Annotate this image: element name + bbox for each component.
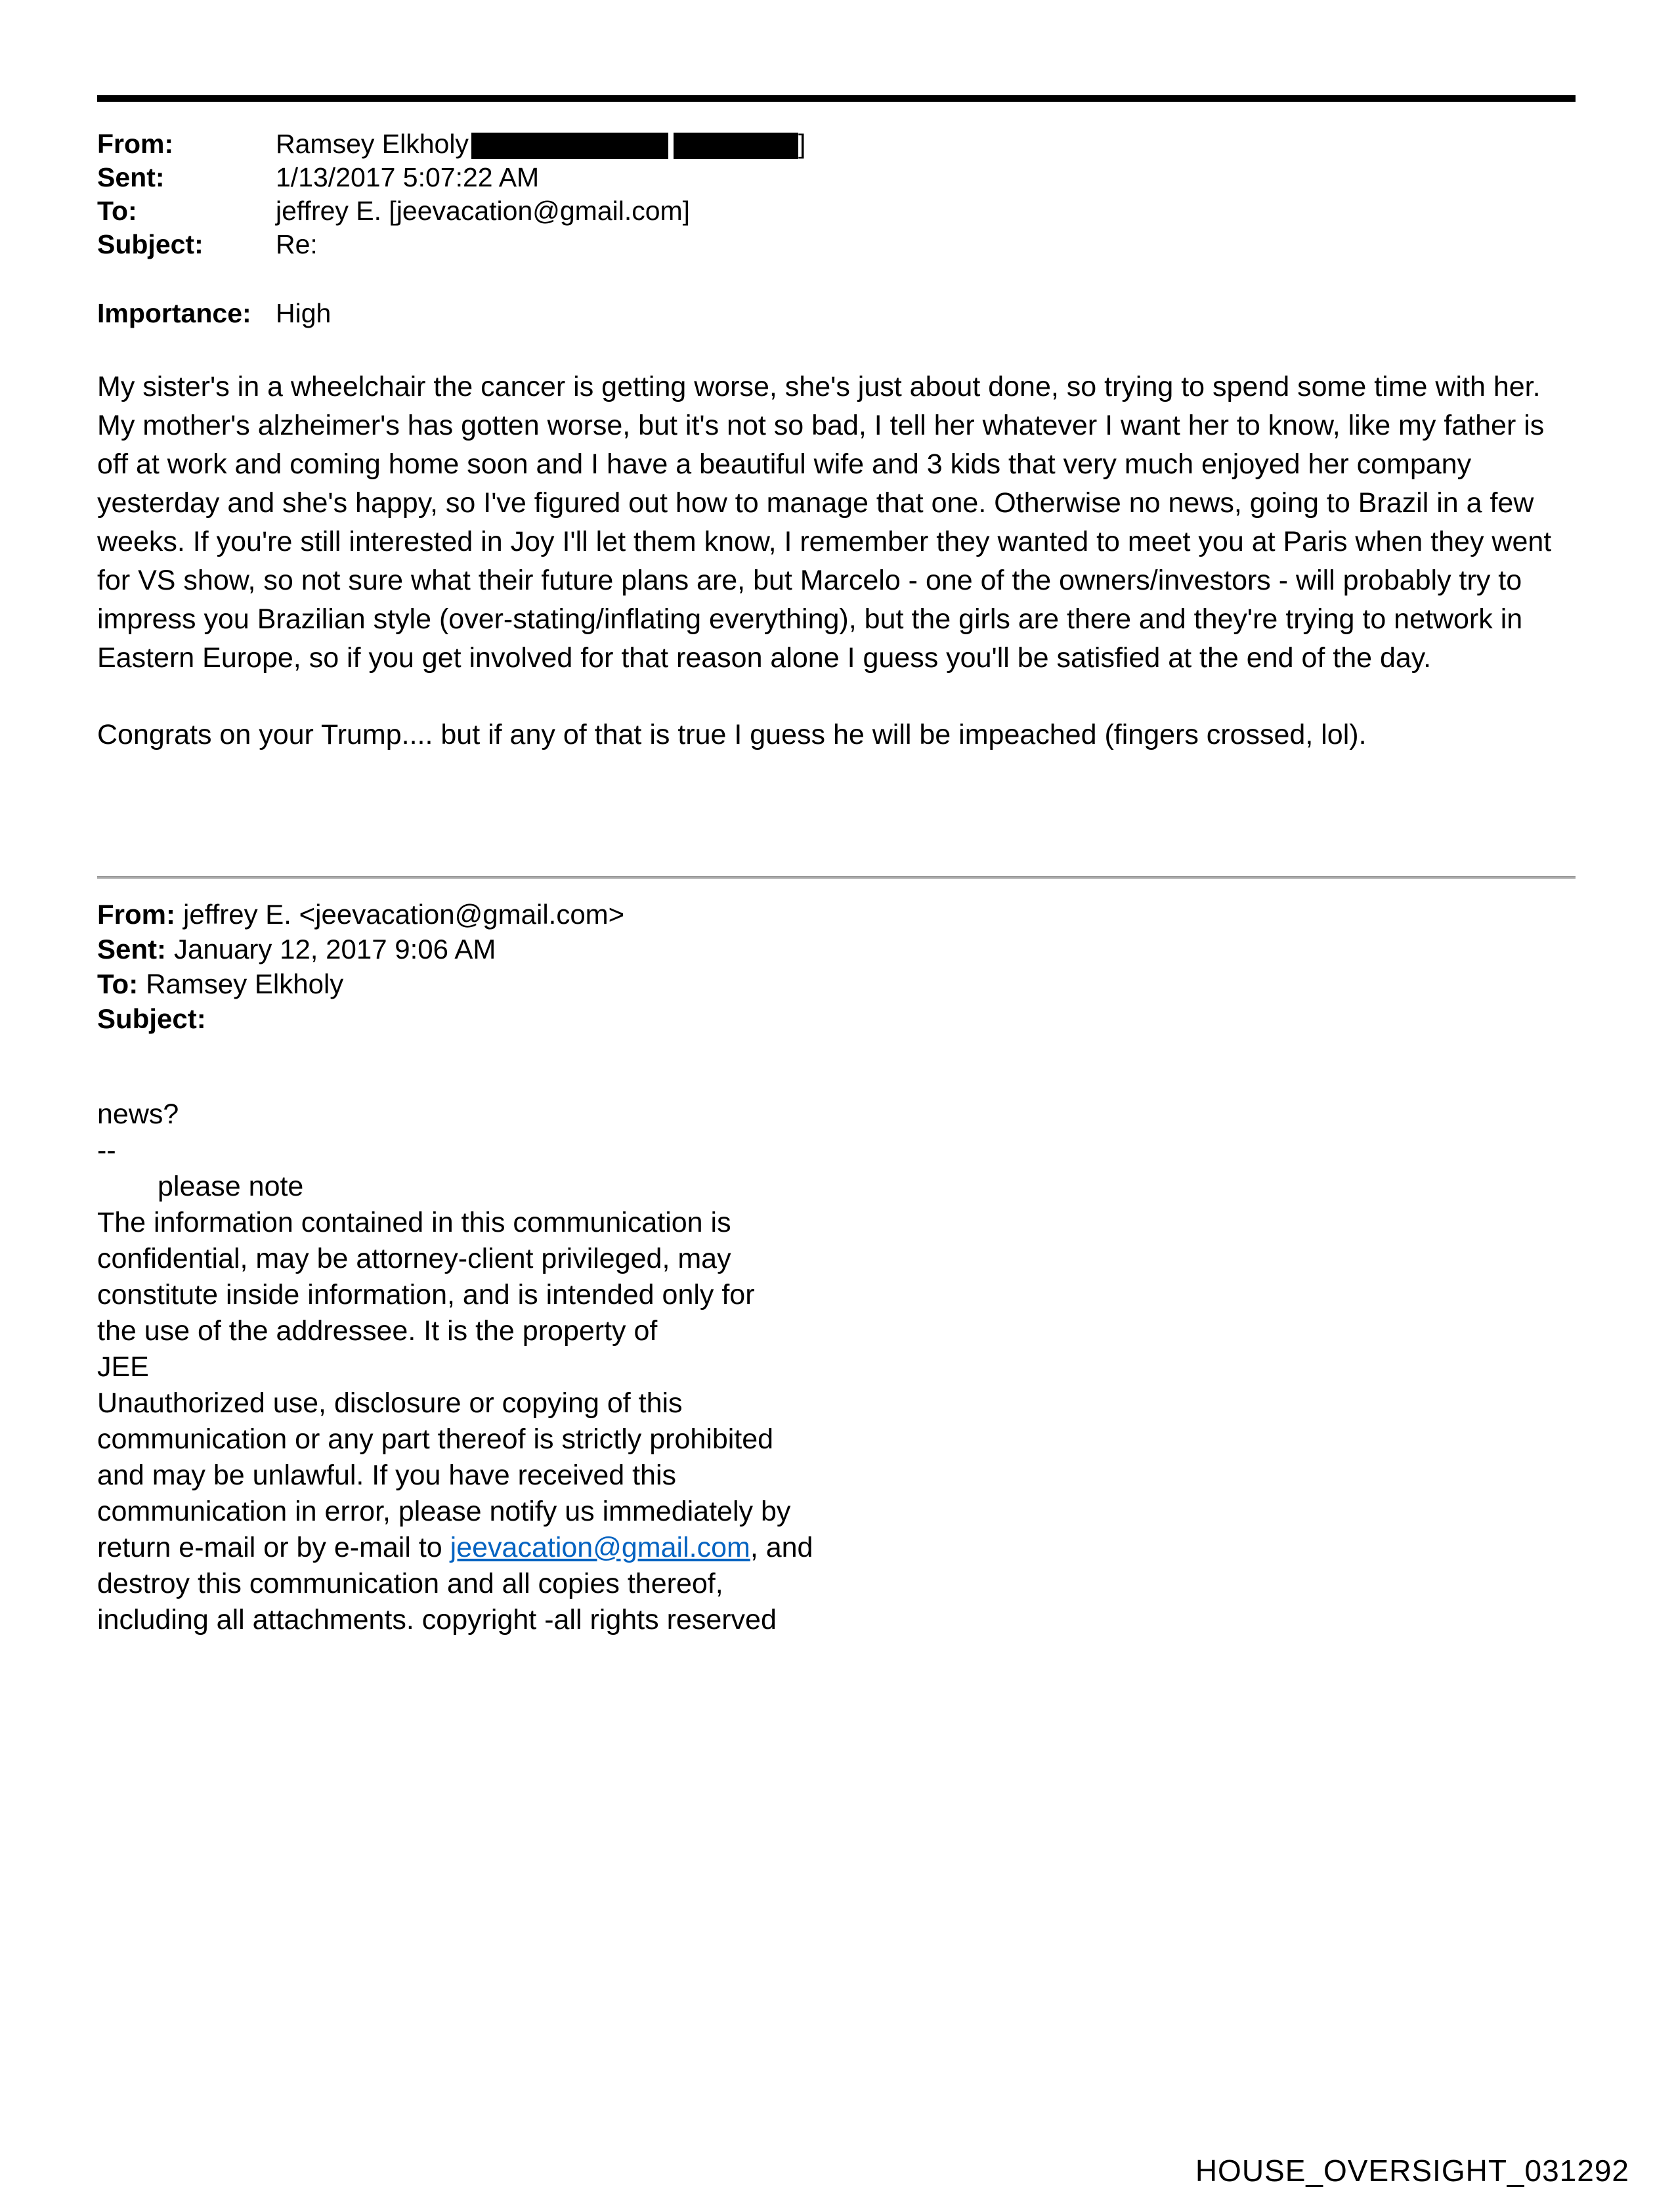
email1-header <box>97 127 805 261</box>
email2-from-value: jeffrey E. <jeevacation@gmail.com> <box>183 899 625 930</box>
disclaimer-link-line <box>97 1530 1082 1566</box>
email1-importance-value: High <box>276 298 332 328</box>
disclaimer-line: and may be unlawful. If you have received this <box>97 1460 677 1491</box>
email1-body <box>97 368 1578 754</box>
email1-importance-label: Importance: <box>97 298 251 328</box>
email2-to-label: To: <box>97 968 139 999</box>
email2-subject-label: Subject: <box>97 1003 206 1034</box>
disclaimer-line: the use of the addressee. It is the property of <box>97 1315 658 1347</box>
disclaimer-link-pre: return e-mail or by e-mail to <box>97 1532 450 1563</box>
email1-to-value: jeffrey E. [jeevacation@gmail.com] <box>276 196 691 226</box>
email2-sent-value: January 12, 2017 9:06 AM <box>174 934 496 965</box>
email2-sent-label: Sent: <box>97 934 166 965</box>
email2-to-value: Ramsey Elkholy <box>146 968 344 999</box>
disclaimer-line: communication or any part thereof is strictly prohibited <box>97 1423 774 1455</box>
disclaimer-line: JEE <box>97 1351 149 1383</box>
email1-body-paragraph: Congrats on your Trump.... but if any of that is true I guess he will be impeached (fingers crossed, lol). <box>97 719 1367 750</box>
disclaimer-line: communication in error, please notify us immediately by <box>97 1496 791 1527</box>
email1-subject-value: Re: <box>276 229 318 259</box>
email2-from-row <box>97 897 624 932</box>
signature-delimiter: -- <box>97 1135 116 1166</box>
bates-number: HOUSE_OVERSIGHT_031292 <box>1195 2154 1629 2188</box>
disclaimer-line: constitute inside information, and is intended only for <box>97 1279 755 1311</box>
email1-sent-value: 1/13/2017 5:07:22 AM <box>276 162 540 192</box>
email1-from-suffix: ] <box>798 129 806 159</box>
reply-separator <box>97 876 1576 879</box>
email1-to-row <box>97 194 805 228</box>
email2-header <box>97 897 624 1036</box>
email-link[interactable]: jeevacation@gmail.com <box>450 1532 750 1563</box>
disclaimer-line: Unauthorized use, disclosure or copying of this <box>97 1387 683 1419</box>
redaction-bar <box>471 133 668 159</box>
email2-sent-row <box>97 932 624 966</box>
top-rule <box>97 95 1576 102</box>
disclaimer-line: including all attachments. copyright -all rights reserved <box>97 1604 777 1636</box>
disclaimer-line: confidential, may be attorney-client privileged, may <box>97 1243 731 1274</box>
email1-subject-label: Subject: <box>97 229 204 259</box>
redaction-bar <box>674 133 798 159</box>
email1-to-label: To: <box>97 196 137 226</box>
email1-from-label: From: <box>97 129 174 159</box>
disclaimer-note: please note <box>158 1171 304 1202</box>
email1-from-row <box>97 127 805 161</box>
email1-subject-row <box>97 228 805 261</box>
disclaimer-line: The information contained in this communication is <box>97 1207 731 1238</box>
email1-sent-row <box>97 161 805 194</box>
disclaimer-link-post: , and <box>750 1532 813 1563</box>
disclaimer-line: destroy this communication and all copies thereof, <box>97 1568 723 1599</box>
email1-sent-label: Sent: <box>97 162 165 192</box>
email2-subject-row <box>97 1001 624 1036</box>
email2-from-label: From: <box>97 899 175 930</box>
email1-importance-row <box>97 297 331 330</box>
email1-body-paragraph: My sister's in a wheelchair the cancer is getting worse, she's just about done, so trying to spend some time with her. My mother's alzheimer's has gotten worse, but it's not so bad, I tell her whatever I want her to know, like my father is off at work and coming home soon and I have a beautiful wife and 3 kids that very much enjoyed her company yesterday and she's happy, so I've figured out how to manage that one. Otherwise no news, going to Brazil in a few weeks. If you're still interested in Joy I'll let them know, I remember they wanted to meet you at Paris when they went for VS show, so not sure what their future plans are, but Marcelo - one of the owners/investors - will probably try to impress you Brazilian style (over-stating/inflating everything), but the girls are there and they're trying to network in Eastern Europe, so if you get involved for that reason alone I guess you'll be satisfied at the end of the day. <box>97 371 1552 674</box>
email1-from-name: Ramsey Elkholy <box>276 129 469 159</box>
email1-from-value <box>276 127 805 161</box>
email2-body-line: news? <box>97 1098 179 1130</box>
email2-to-row <box>97 966 624 1001</box>
email2-body <box>97 1096 1082 1638</box>
